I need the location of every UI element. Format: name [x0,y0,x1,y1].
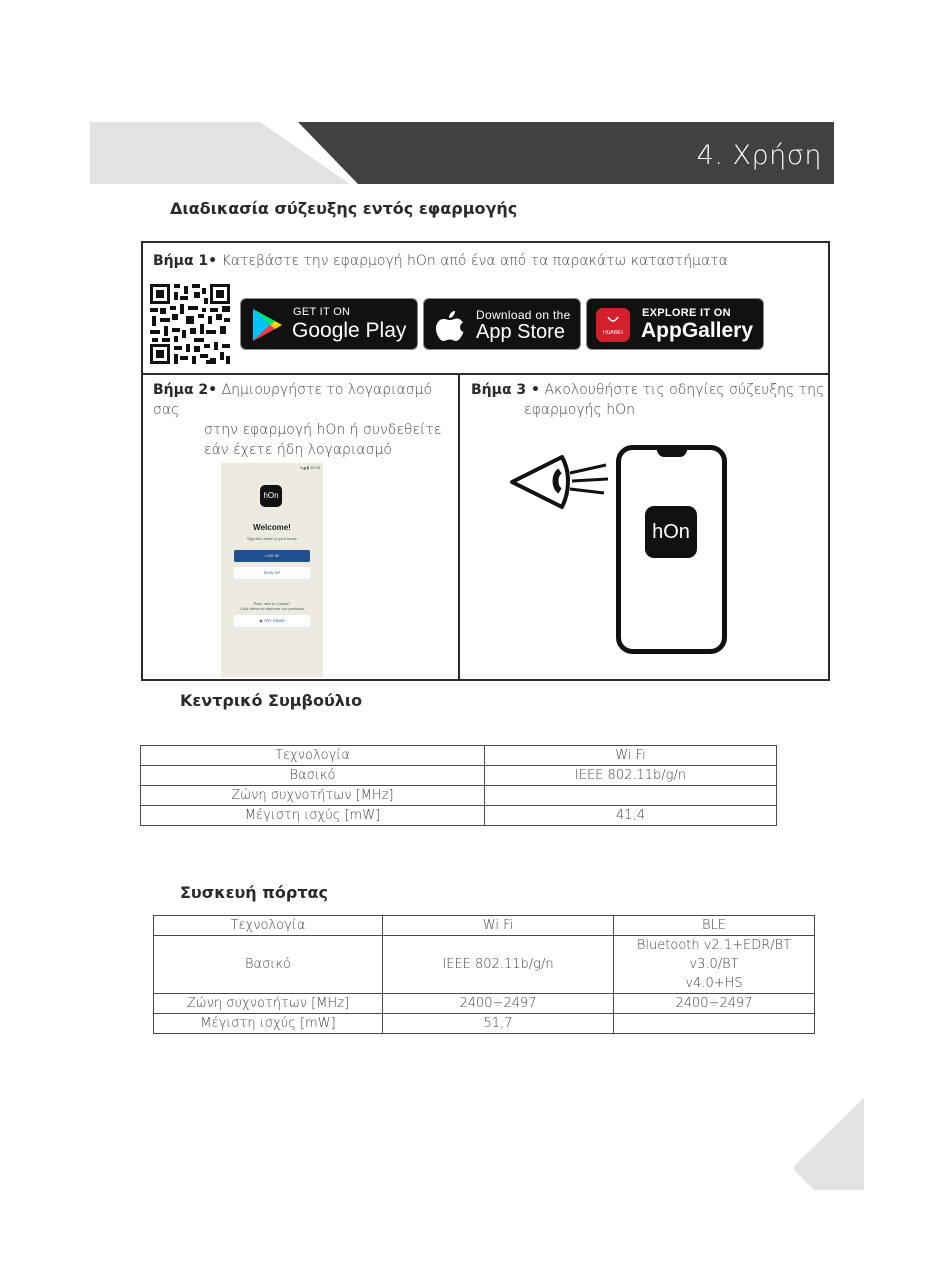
google-play-icon [251,308,283,342]
appgallery-small-text: EXPLORE IT ON [642,307,731,319]
app-store-small-text: Download on the [476,308,571,322]
appgallery-big-text: AppGallery [641,319,754,342]
app-screenshot [221,463,323,677]
chapter-title: 4. Χρήση [696,140,822,171]
hon-app-logo-large: hOn [645,506,697,558]
ble-line-2: v3.0/BT [689,957,739,972]
huawei-brand-text: HUAWEI [603,330,623,336]
table-cell: IEEE 802.11b/g/n [383,936,614,994]
table-cell [485,786,777,806]
table-cell: 41,4 [485,806,777,826]
table-cell [614,936,815,994]
door-device-heading: Συσκευή πόρτας [180,883,329,902]
ble-line-1: Bluetooth v2.1+EDR/BT [636,938,792,953]
try-demo-label: TRY DEMO [263,618,285,623]
table-row [141,786,777,806]
table-row [154,1014,815,1034]
eye-icon [510,445,612,511]
step-3-line-1: Ακολουθήστε τις οδηγίες σύζευξης της [544,382,825,398]
table-cell: BLE [614,916,815,936]
shopping-bag-icon [606,313,620,325]
table-cell: 2400÷2497 [383,994,614,1014]
chapter-header [90,122,834,184]
door-device-table [153,915,815,1034]
table-cell: 2400÷2497 [614,994,815,1014]
google-play-small-text: GET IT ON [293,306,351,318]
table-cell: 51,7 [383,1014,614,1034]
step-2-line-3: εάν έχετε ήδη λογαριασμό [204,442,392,458]
step-2-panel [143,375,460,679]
qr-code-icon [150,284,230,364]
try-demo-button[interactable] [234,615,310,627]
appgallery-badge[interactable] [586,298,764,350]
step-2-line-2: στην εφαρμογή hOn ή συνδεθείτε [204,422,442,438]
apple-icon [435,309,465,343]
table-cell: Wi Fi [485,746,777,766]
table-row [141,806,777,826]
app-store-big-text: App Store [476,321,565,343]
google-play-big-text: Google Play [292,319,407,342]
step-2-label: Βήμα 2• [153,382,218,398]
tagline-text: Sign into enter in your home [246,536,298,541]
status-bar: ▾◢ ▮ 10:36 [300,465,320,470]
central-board-table [140,745,777,826]
central-board-heading: Κεντρικό Συμβούλιο [180,691,363,710]
hon-app-logo: hOn [260,485,282,507]
ble-line-3: v4.0+HS [685,976,743,991]
step-1-panel [143,243,828,375]
login-button[interactable]: LOG IN [234,550,310,562]
step-2-line-1: Δημιουργήστε το λογαριασμό σας [153,382,433,418]
step-1-instruction: Κατεβάστε την εφαρμογή hOn από ένα από τα παρακάτω καταστήματα [221,253,728,269]
table-cell [614,1014,815,1034]
table-cell: Βασικό [154,936,383,994]
signup-button[interactable]: SIGN UP [234,567,310,579]
step-1-text [153,251,728,271]
pairing-heading: Διαδικασία σύζευξης εντός εφαρμογής [170,199,518,218]
table-cell: Μέγιστη ισχύς [mW] [141,806,485,826]
table-row [154,916,815,936]
table-cell: Τεχνολογία [141,746,485,766]
eye-icon: ◉ [259,618,264,623]
table-row [141,766,777,786]
step-3-text [471,380,826,420]
table-row [154,936,815,994]
welcome-text: Welcome! [253,523,291,532]
step-1-label: Βήμα 1• [153,253,218,269]
table-row [141,746,777,766]
step-3-label: Βήμα 3 • [471,382,540,398]
demo-line-1: Psst, new to Candy? [253,601,291,606]
step-3-line-2: εφαρμογής hOn [524,402,635,418]
table-cell: Ζώνη συχνοτήτων [MHz] [141,786,485,806]
app-store-badge[interactable] [423,298,581,350]
step-2-text [153,380,458,460]
step-3-panel [460,375,828,679]
table-cell: Μέγιστη ισχύς [mW] [154,1014,383,1034]
table-cell: Τεχνολογία [154,916,383,936]
huawei-icon [596,308,630,342]
corner-decoration [794,1098,864,1192]
table-cell: Βασικό [141,766,485,786]
table-cell: Wi Fi [383,916,614,936]
table-cell: IEEE 802.11b/g/n [485,766,777,786]
demo-line-2: Click demo to discover our products [240,606,304,611]
table-row [154,994,815,1014]
table-cell: Ζώνη συχνοτήτων [MHz] [154,994,383,1014]
pairing-steps-box [141,241,830,681]
google-play-badge[interactable] [240,298,418,350]
